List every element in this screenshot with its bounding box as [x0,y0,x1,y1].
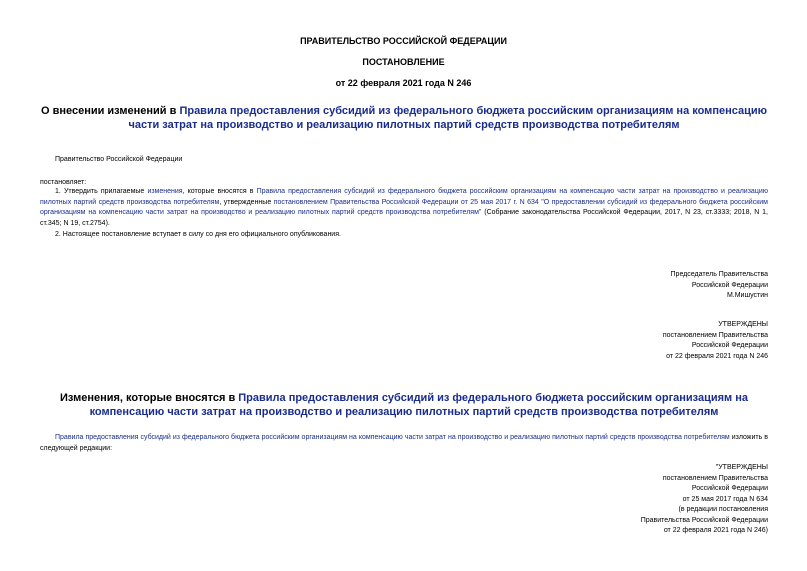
rules-link-changes-title[interactable]: Правила предоставления субсидий из федерального бюджета российским организациям на компенсацию части затрат на производство и реализацию пилотных партий средств производства потребителям [89,392,749,418]
changes-paragraph [40,433,768,454]
p1-text-3: , утвержденные [219,198,274,206]
approved2-line-4: от 25 мая 2017 года N 634 [682,495,768,503]
paragraph-2: 2. Настоящее постановление вступает в силу со дня его официального опубликования. [55,231,341,238]
approved2-line-7: от 22 февраля 2021 года N 246) [663,527,768,534]
intro-text: Правительство Российской Федерации [55,156,183,163]
approved2-line-3: Российской Федерации [691,485,768,492]
approved2-line-6: Правительства Российской Федерации [640,516,768,524]
approved-line-2: постановлением Правительства [662,331,768,339]
p1-text-1: 1. Утвердить прилагаемые [55,188,148,195]
rules-link-title[interactable]: Правила предоставления субсидий из федерального бюджета российским организациям на компенсацию части затрат на производство и реализацию пилотных партий средств производства потребителям [128,105,768,131]
approved2-line-5: (в редакции постановления [678,506,768,513]
changes-paragraph-rest: изложить в следующей редакции: [40,434,768,452]
decides-text: постановляет: [40,179,87,186]
approved-line-1: УТВЕРЖДЕНЫ [718,321,768,328]
approved2-line-1: "УТВЕРЖДЕНЫ [715,464,768,471]
approved-line-3: Российской Федерации [691,342,768,349]
signature-line-2: Российской Федерации [691,281,768,289]
approved2-line-2: постановлением Правительства [662,474,768,482]
rules-link-body[interactable]: Правила предоставления субсидий из федерального бюджета российским организациям на компенсацию части затрат на производство и реализацию пилотных партий средств производства потребителям [40,188,768,206]
rules-link-changes-body[interactable]: Правила предоставления субсидий из федерального бюджета российским организациям на компенсацию части затрат на производство и реализацию пилотных партий средств производства потребителям [55,434,730,441]
document-title-prefix: О внесении изменений в [40,105,180,117]
signature-line-1: Председатель Правительства [670,271,768,278]
approved-block [663,320,768,362]
government-name: ПРАВИТЕЛЬСТВО РОССИЙСКОЙ ФЕДЕРАЦИИ [300,36,507,46]
resolution-634-link[interactable]: постановлением Правительства Российской Федерации от 25 мая 2017 г. N 634 "О предоставлении субсидий из федерального бюджета российским организациям на компенсацию части затрат на производство и реализацию пилотных партий средств производства потребителям" [40,198,768,216]
document-title [28,104,780,132]
p1-text-2: , которые вносятся в [182,188,257,195]
signature-line-3: М.Мишустин [726,292,768,299]
approved-line-4: от 22 февраля 2021 года N 246 [666,352,768,360]
document-date-number: от 22 февраля 2021 года N 246 [335,78,472,88]
changes-title-prefix: Изменения, которые вносятся в [59,392,239,404]
paragraph-1 [40,187,768,229]
changes-title [50,391,758,419]
signature-block [671,270,768,302]
p1-text-4: (Собрание законодательства Российской Федерации, 2017, N 23, ст.3333; 2018, N 1, ст.345; N 19, ст.2754). [40,209,768,227]
changes-link[interactable]: изменения [147,188,183,195]
document-type: ПОСТАНОВЛЕНИЕ [362,57,445,67]
approved-block-2 [641,463,768,537]
